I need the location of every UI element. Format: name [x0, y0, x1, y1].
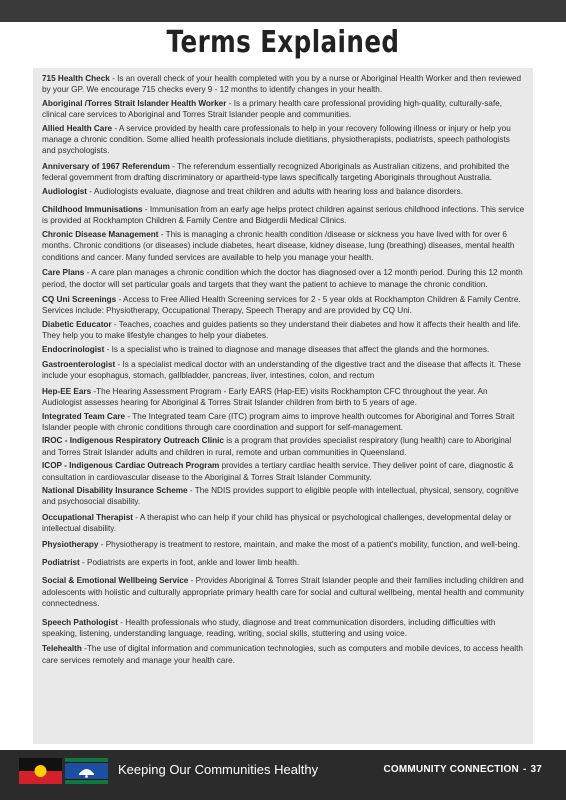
- term-definition: Health professionals who study, diagnose and treat communication disorders, including difficulties with speaking, listening, understanding language, reading, writing, social skills, stuttering and using voice.: [42, 617, 496, 639]
- term-speech-pathologist: Speech Pathologist - Health professionals who study, diagnose and treat communication disorders, including difficulties with speaking, listening, understanding language, reading, writing, social skills, stuttering and using voice.: [42, 617, 496, 639]
- term-endocrinologist: Endocrinologist - Is a specialist who is trained to diagnose and manage diseases that affect the glands and the hormones.: [42, 344, 490, 354]
- term-definition: Access to Free Allied Health Screening services for 2 - 5 year olds at Rockhampton Children & Family Centre. Services include: Physiotherapy, Occupational Therapy, Speech Therapy and are provided by CQ Uni.: [42, 294, 521, 316]
- term-iroc: [42, 435, 525, 458]
- term-title: Diabetic Educator: [42, 319, 112, 329]
- term-definition: provides a tertiary cardiac health service. They deliver point of care, diagnostic & consultation in cardiovascular disease to the Aboriginal & Torres Strait Islander Community.: [42, 461, 514, 482]
- term-definition: A service provided by health care professionals to help in your recovery following illness or injury or help you manage a chronic condition. Some allied health professionals include dietitians, physiotherapists, podiatrists, speech pathologists and psychologists.: [42, 123, 511, 156]
- term-title: Social & Emotional Wellbeing Service: [42, 576, 189, 586]
- term-allied-health-care: Allied Health Care - A service provided by health care professionals to help in your recovery following illness or injury or help you manage a chronic condition. Some allied health professionals include dietitians, physiotherapists, podiatrists, speech pathologists and psychologists.: [42, 123, 511, 156]
- term-telehealth: Telehealth -The use of digital information and communication technologies, such as computers and mobile devices, to access health care services remotely and manage your health care.: [42, 644, 523, 665]
- term-title: Integrated Team Care: [42, 411, 126, 421]
- term-definition: Physiotherapy is treatment to restore, maintain, and make the most of a patient's mobility, function, and well-being.: [105, 539, 520, 549]
- term-definition: Audiologists evaluate, diagnose and treat children and adults with hearing loss and balance disorders.: [93, 186, 463, 196]
- term-cq-uni-screenings: CQ Uni Screenings - Access to Free Allied Health Screening services for 2 - 5 year olds at Rockhampton Children & Family Centre. Services include: Physiotherapy, Occupational Therapy, Speech Therapy and are provided by CQ Uni.: [42, 294, 521, 316]
- term-definition: is a program that provides specialist respiratory (lung health) care to Aboriginal and Torres Strait Islander adults and children in rural, remote and urban communities in Queensland.: [42, 436, 512, 457]
- term-715-health-check: 715 Health Check - Is an overall check of your health completed with you by a nurse or Aboriginal Health Worker and then reviewed by your GP. We encourage 715 checks every 9 - 12 months to identify changes in your health.: [42, 74, 522, 95]
- term-title: Allied Health Care: [42, 123, 113, 133]
- page-title: Terms Explained: [166, 25, 400, 60]
- term-1967-referendum: Anniversary of 1967 Referendum - The referendum essentially recognized Aboriginals as Australian citizens, and prohibited the federal government from drafting discriminatory or apartheid-type laws specifically targeting Aboriginals throughout Australia.: [42, 161, 510, 183]
- term-title: Speech Pathologist: [42, 617, 118, 627]
- page-number: 37: [530, 764, 542, 775]
- term-title: Anniversary of 1967 Referendum: [42, 161, 170, 171]
- term-definition: A care plan manages a chronic condition which the doctor has diagnosed over a 12 month period. During this 12 month period, the doctor will set particular goals and targets that they want the patient to achieve to manage the chronic condition.: [42, 268, 523, 289]
- term-podiatrist: Podiatrist - Podiatrists are experts in foot, ankle and lower limb health.: [42, 558, 300, 568]
- term-title: Hep-EE Ears: [42, 386, 92, 396]
- term-title: 715 Health Check: [42, 74, 110, 83]
- term-audiologist: Audiologist - Audiologists evaluate, diagnose and treat children and adults with hearing loss and balance disorders.: [42, 186, 463, 196]
- torres-strait-islander-flag-icon: [65, 758, 108, 784]
- footer-slogan: Keeping Our Communities Healthy: [118, 762, 319, 777]
- term-definition: The NDIS provides support to eligible people with intellectual, physical, sensory, cognitive and psychosocial disability.: [42, 486, 519, 507]
- term-title: Telehealth: [42, 644, 82, 654]
- term-title: ICOP - Indigenous Cardiac Outreach Program: [42, 461, 220, 471]
- term-definition: Is a primary health care professional providing high-quality, culturally-safe, clinical care services to Aboriginal and Torres Strait Islander people and communities.: [42, 98, 503, 120]
- footer-publication: [383, 764, 542, 775]
- term-definition: This is managing a chronic health condition /disease or sickness you have lived with for over 6 months. Chronic conditions (or diseases) include diabetes, heart disease, kidney disease, lung (breathing) diseases, mental health conditions and cancer. Many funded services are available to help you manage your health.: [42, 229, 515, 262]
- term-definition: Podiatrists are experts in foot, ankle and lower limb health.: [87, 558, 300, 568]
- top-bar: [0, 0, 566, 22]
- term-definition: A therapist who can help if your child has physical or psychological challenges, developmental delay or intellectual disability.: [42, 512, 512, 534]
- term-definition: Is a specialist who is trained to diagnose and manage diseases that affect the glands and the hormones.: [111, 344, 490, 354]
- term-gastroenterologist: Gastroenterologist - Is a specialist medical doctor with an understanding of the digestive tract and the disease that affects it. These include your esophagus, stomach, gallbladder, pancreas, liver, intestines, colon, and rectum: [42, 359, 521, 381]
- term-title: Podiatrist: [42, 558, 80, 568]
- term-definition: Is an overall check of your health completed with you by a nurse or Aboriginal Health Worker and then reviewed by your GP. We encourage 715 checks every 9 - 12 months to identify changes in your health.: [42, 74, 522, 95]
- term-title: CQ Uni Screenings: [42, 294, 117, 304]
- publication-name: COMMUNITY CONNECTION: [383, 764, 519, 775]
- term-definition: The Hearing Assessment Program - Early EARS (Hap-EE) visits Rockhampton CFC throughout the year. An Audiologist assesses hearing for Aboriginal & Torres Strait Islander children from birth to 5 years of age.: [42, 386, 488, 408]
- term-chronic-disease-management: Chronic Disease Management - This is managing a chronic health condition /disease or sickness you have lived with for over 6 months. Chronic conditions (or diseases) include diabetes, heart disease, kidney disease, lung (breathing) diseases, mental health conditions and cancer. Many funded services are available to help you manage your health.: [42, 229, 515, 262]
- term-title: Gastroenterologist: [42, 359, 116, 369]
- term-definition: Immunisation from an early age helps protect children against serious childhood infections. This service is provided at Rockhampton Children & Family Centre and Bidgerdii Medical Clinics.: [42, 205, 525, 226]
- term-health-worker: Aboriginal /Torres Strait Islander Health Worker - Is a primary health care professional providing high-quality, culturally-safe, clinical care services to Aboriginal and Torres Strait Islander people and communities.: [42, 98, 503, 120]
- term-hep-ee-ears: Hep-EE Ears -The Hearing Assessment Program - Early EARS (Hap-EE) visits Rockhampton CFC throughout the year. An Audiologist assesses hearing for Aboriginal & Torres Strait Islander children from birth to 5 years of age.: [42, 386, 488, 408]
- term-title: IROC - Indigenous Respiratory Outreach Clinic: [42, 436, 224, 446]
- term-social-emotional-wellbeing: Social & Emotional Wellbeing Service - Provides Aboriginal & Torres Strait Islander people and their families including children and adolescents with holistic and culturally appropriate primary health care for social and cultural wellbeing, mental health and community connectedness.: [42, 576, 524, 609]
- term-title: National Disability Insurance Scheme: [42, 486, 188, 495]
- term-definition: Teaches, coaches and guides patients so they understand their diabetes and how it affects their health and life. They help you to make lifestyle changes to help your diabetes.: [42, 319, 521, 341]
- terms-panel: [33, 68, 533, 744]
- aboriginal-flag-icon: [19, 758, 62, 784]
- term-definition: The use of digital information and communication technologies, such as computers and mobile devices, to access health care services remotely and manage your health care.: [42, 644, 523, 665]
- term-diabetic-educator: Diabetic Educator - Teaches, coaches and guides patients so they understand their diabetes and how it affects their health and life. They help you to make lifestyle changes to help your diabetes.: [42, 319, 521, 341]
- term-title: Occupational Therapist: [42, 512, 133, 522]
- term-care-plans: Care Plans - A care plan manages a chronic condition which the doctor has diagnosed over a 12 month period. During this 12 month period, the doctor will set particular goals and targets that they want the patient to achieve to manage the chronic condition.: [42, 268, 523, 289]
- term-definition: The Integrated team Care (ITC) program aims to improve health outcomes for Aboriginal and Torres Strait Islander people with chronic conditions through care coordination and support for self-management.: [42, 411, 515, 432]
- term-childhood-immunisations: Childhood Immunisations - Immunisation from an early age helps protect children against serious childhood infections. This service is provided at Rockhampton Children & Family Centre and Bidgerdii Medical Clinics.: [42, 205, 525, 226]
- term-physiotherapy: Physiotherapy - Physiotherapy is treatment to restore, maintain, and make the most of a patient's mobility, function, and well-being.: [42, 539, 520, 549]
- term-title: Endocrinologist: [42, 344, 105, 354]
- term-integrated-team-care: Integrated Team Care - The Integrated team Care (ITC) program aims to improve health outcomes for Aboriginal and Torres Strait Islander people with chronic conditions through care coordination and support for self-management.: [42, 411, 515, 432]
- term-definition: The referendum essentially recognized Aboriginals as Australian citizens, and prohibited the federal government from drafting discriminatory or apartheid-type laws specifically targeting Aboriginals throughout Australia.: [42, 161, 510, 183]
- page-footer: [0, 750, 566, 800]
- term-icop: [42, 460, 525, 483]
- term-title: Physiotherapy: [42, 539, 99, 549]
- term-occupational-therapist: Occupational Therapist - A therapist who can help if your child has physical or psychological challenges, developmental delay or intellectual disability.: [42, 512, 512, 534]
- term-definition: Is a specialist medical doctor with an understanding of the digestive tract and the disease that affects it. These include your esophagus, stomach, gallbladder, pancreas, liver, intestines, colon, and rectum: [42, 359, 521, 381]
- footer-dash: -: [522, 764, 527, 775]
- term-title: Childhood Immunisations: [42, 205, 143, 215]
- term-title: Audiologist: [42, 186, 88, 196]
- term-title: Care Plans: [42, 268, 85, 278]
- term-title: Chronic Disease Management: [42, 229, 159, 239]
- term-title: Aboriginal /Torres Strait Islander Health Worker: [42, 98, 227, 108]
- term-definition: Provides Aboriginal & Torres Strait Islander people and their families including children and adolescents with holistic and culturally appropriate primary health care for social and cultural wellbeing, mental health and community connectedness.: [42, 576, 524, 609]
- term-ndis: National Disability Insurance Scheme - The NDIS provides support to eligible people with intellectual, physical, sensory, cognitive and psychosocial disability.: [42, 486, 519, 507]
